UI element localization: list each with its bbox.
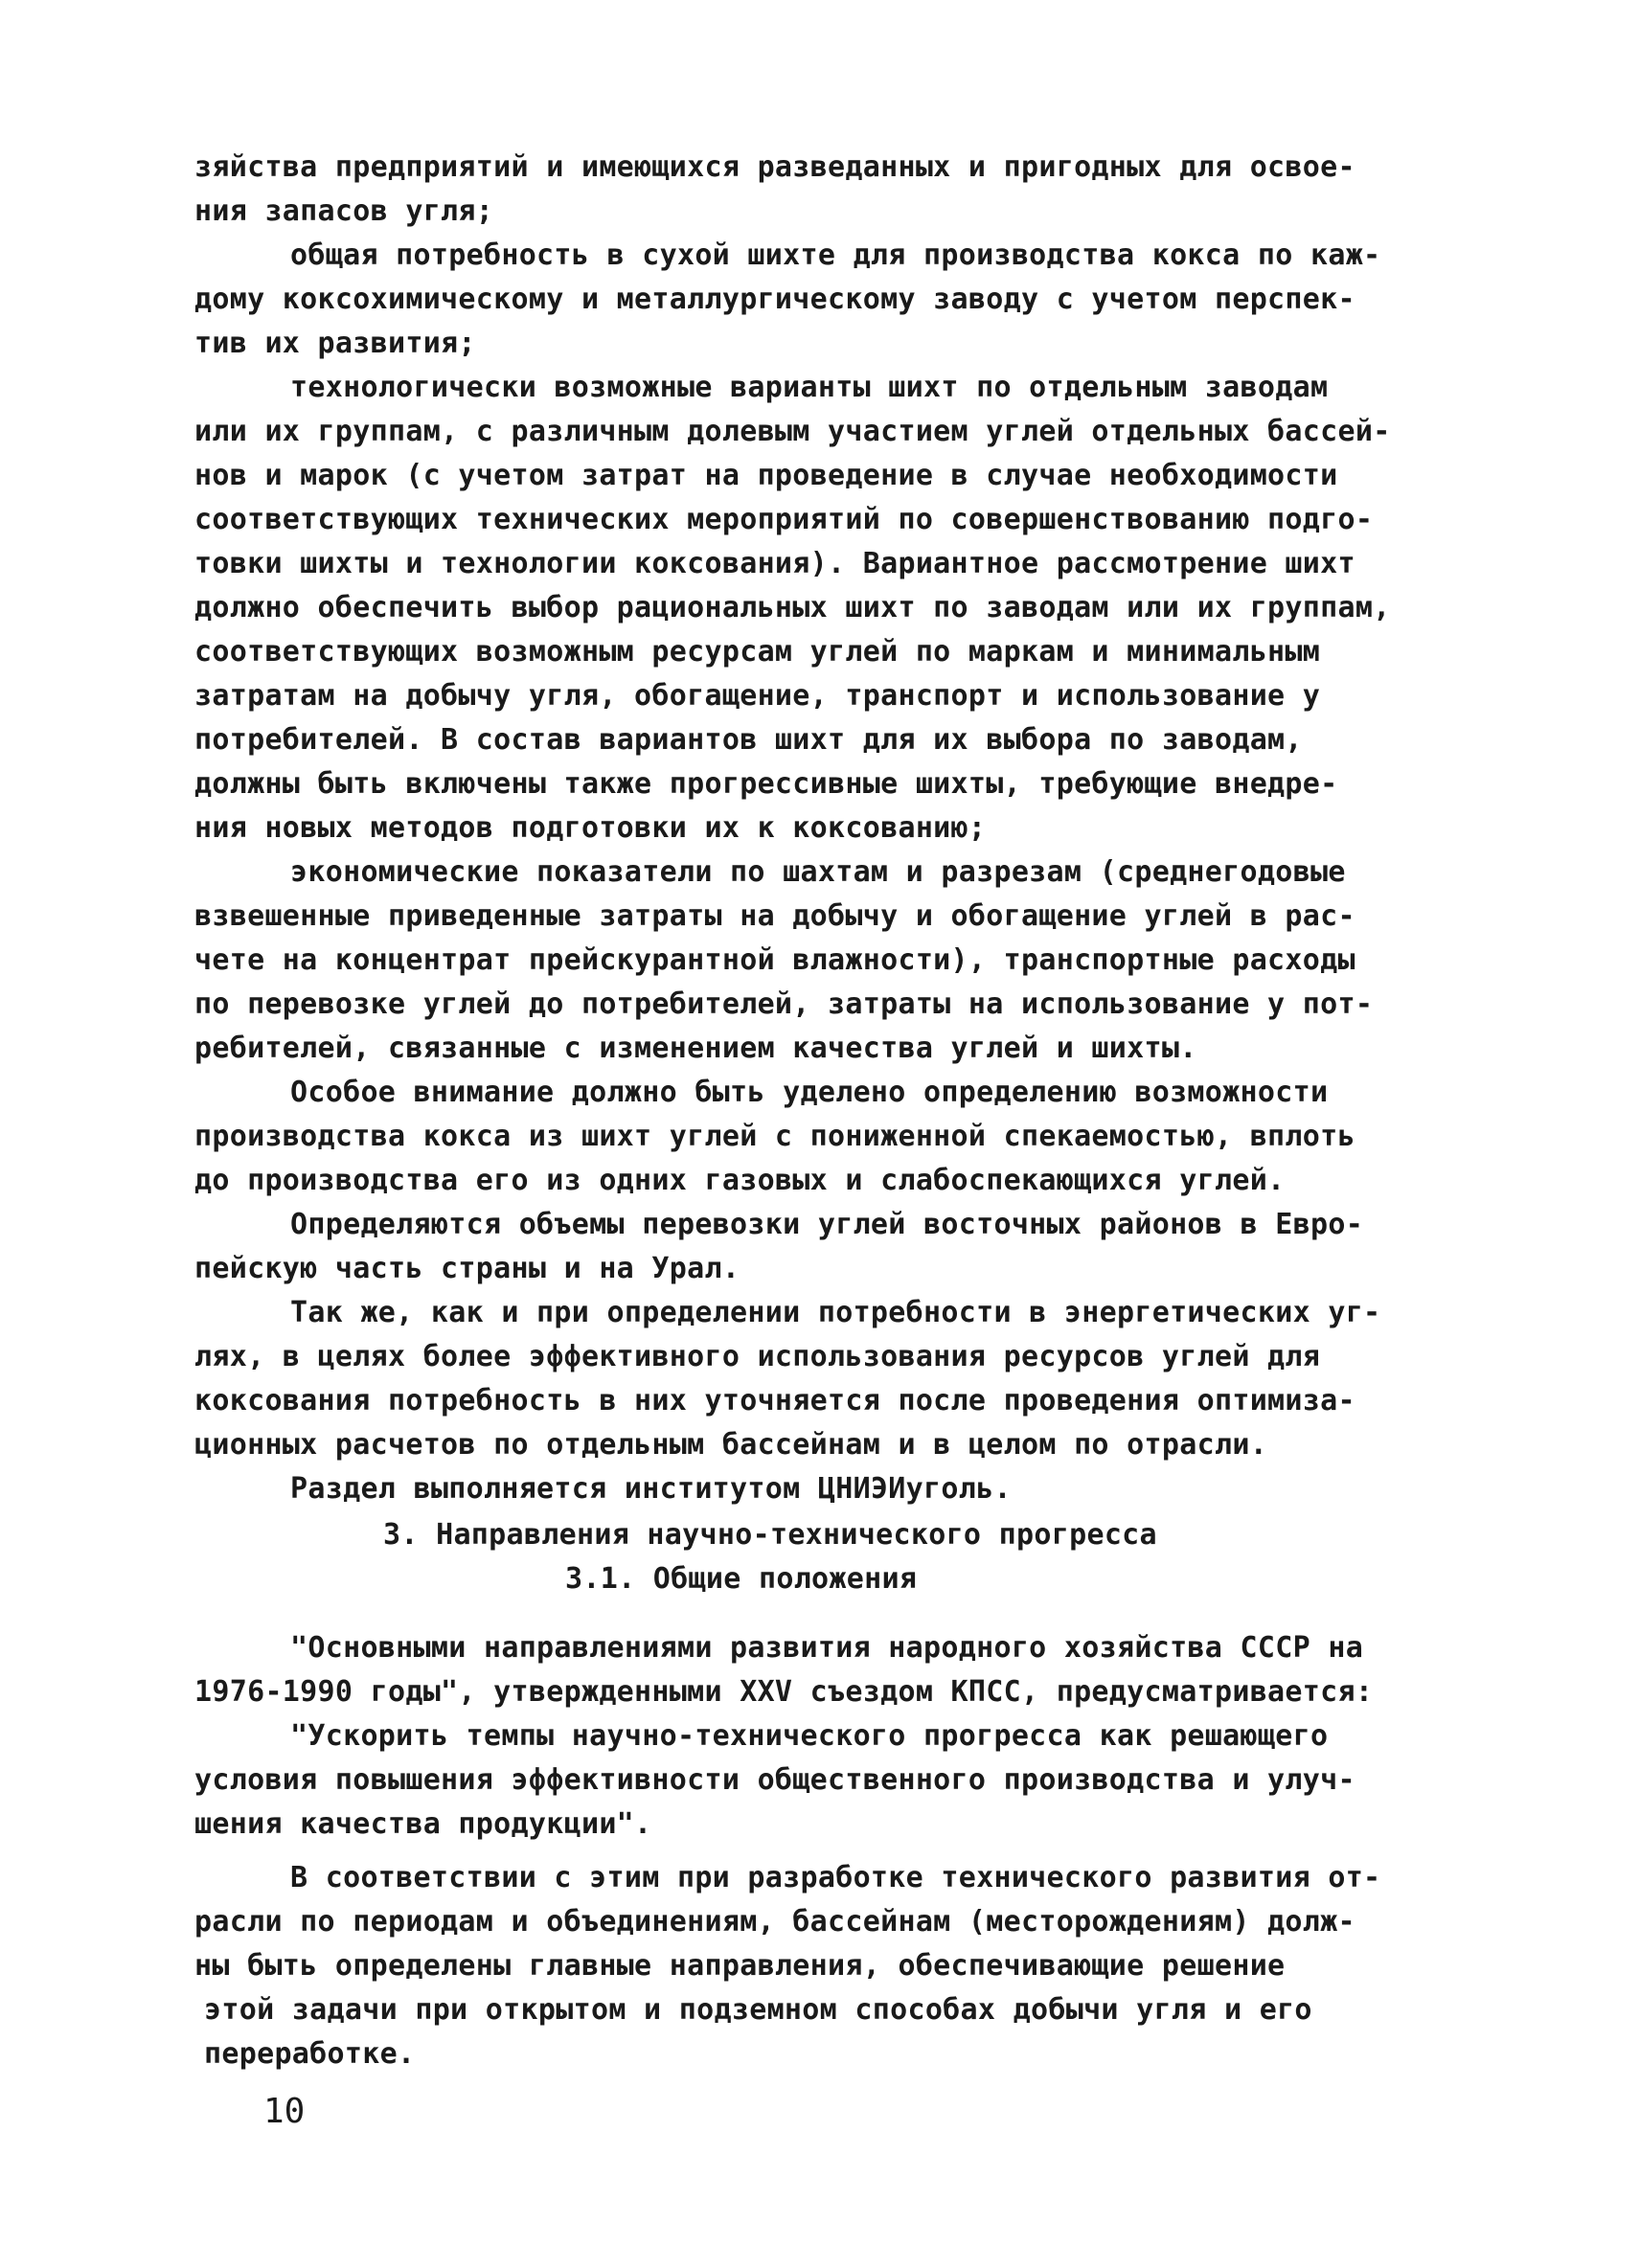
text-line: коксования потребность в них уточняется после проведения оптимиза- — [194, 1384, 1355, 1418]
text-line: соответствующих технических мероприятий по совершенствованию подго- — [194, 503, 1374, 536]
text-line: технологически возможные варианты шихт по отдельным заводам — [290, 371, 1329, 404]
text-line: или их группам, с различным долевым участием углей отдельных бассей- — [194, 415, 1391, 448]
text-line: производства кокса из шихт углей с пониженной спекаемостью, вплоть — [194, 1120, 1355, 1153]
text-line: Особое внимание должно быть уделено определению возможности — [290, 1076, 1329, 1109]
text-line: расли по периодам и объединениям, бассейнам (месторождениям) долж- — [194, 1905, 1355, 1939]
text-line: дому коксохимическому и металлургическому заводу с учетом перспек- — [194, 283, 1355, 316]
text-line: по перевозке углей до потребителей, затраты на использование у пот- — [194, 987, 1374, 1021]
text-line: чете на концентрат прейскурантной влажности), транспортные расходы — [194, 943, 1355, 977]
text-line: нов и марок (с учетом затрат на проведение в случае необходимости — [194, 459, 1338, 492]
text-line: "Ускорить темпы научно-технического прогресса как решающего — [290, 1719, 1329, 1753]
section-heading: 3. Направления научно-технического прогресса — [383, 1518, 1157, 1552]
text-line: Определяются объемы перевозки углей восточных районов в Евро- — [290, 1208, 1364, 1241]
text-line: пейскую часть страны и на Урал. — [194, 1252, 740, 1285]
text-line: этой задачи при открытом и подземном способах добычи угля и его — [204, 1993, 1312, 2027]
text-line: В соответствии с этим при разработке технического развития от- — [290, 1861, 1381, 1894]
text-line: общая потребность в сухой шихте для производства кокса по каж- — [290, 238, 1381, 272]
text-line: до производства его из одних газовых и слабоспекающихся углей. — [194, 1164, 1286, 1197]
text-line: потребителей. В состав вариантов шихт для их выбора по заводам, — [194, 723, 1303, 757]
text-line: соответствующих возможным ресурсам углей по маркам и минимальным — [194, 635, 1321, 669]
text-line: должны быть включены также прогрессивные шихты, требующие внедре- — [194, 767, 1338, 801]
text-line: ны быть определены главные направления, обеспечивающие решение — [194, 1949, 1286, 1983]
text-line: ребителей, связанные с изменением качества углей и шихты. — [194, 1032, 1197, 1065]
text-line: тив их развития; — [194, 327, 476, 360]
text-line: экономические показатели по шахтам и разрезам (среднегодовые — [290, 855, 1346, 889]
text-line: затратам на добычу угля, обогащение, транспорт и использование у — [194, 679, 1321, 713]
text-line: товки шихты и технологии коксования). Вариантное рассмотрение шихт — [194, 547, 1355, 580]
subsection-heading: 3.1. Общие положения — [565, 1562, 918, 1596]
text-line: Раздел выполняется институтом ЦНИЭИуголь. — [290, 1472, 1012, 1506]
text-line: ционных расчетов по отдельным бассейнам и в целом по отрасли. — [194, 1428, 1268, 1462]
text-line: 1976-1990 годы", утвержденными XXV съездом КПСС, предусматривается: — [194, 1675, 1374, 1709]
text-line: переработке. — [204, 2037, 416, 2071]
text-line: Так же, как и при определении потребности в энергетических уг- — [290, 1296, 1381, 1329]
text-line: должно обеспечить выбор рациональных шихт по заводам или их группам, — [194, 591, 1391, 624]
text-line: взвешенные приведенные затраты на добычу и обогащение углей в рас- — [194, 899, 1355, 933]
page-number: 10 — [263, 2092, 306, 2131]
text-line: условия повышения эффективности общественного производства и улуч- — [194, 1763, 1355, 1797]
text-line: зяйства предприятий и имеющихся разведанных и пригодных для освое- — [194, 150, 1355, 184]
text-line: лях, в целях более эффективного использования ресурсов углей для — [194, 1340, 1321, 1373]
text-line: ния новых методов подготовки их к коксованию; — [194, 811, 987, 845]
text-line: "Основными направлениями развития народного хозяйства СССР на — [290, 1631, 1364, 1665]
text-line: ния запасов угля; — [194, 194, 494, 228]
text-line: шения качества продукции". — [194, 1807, 652, 1841]
